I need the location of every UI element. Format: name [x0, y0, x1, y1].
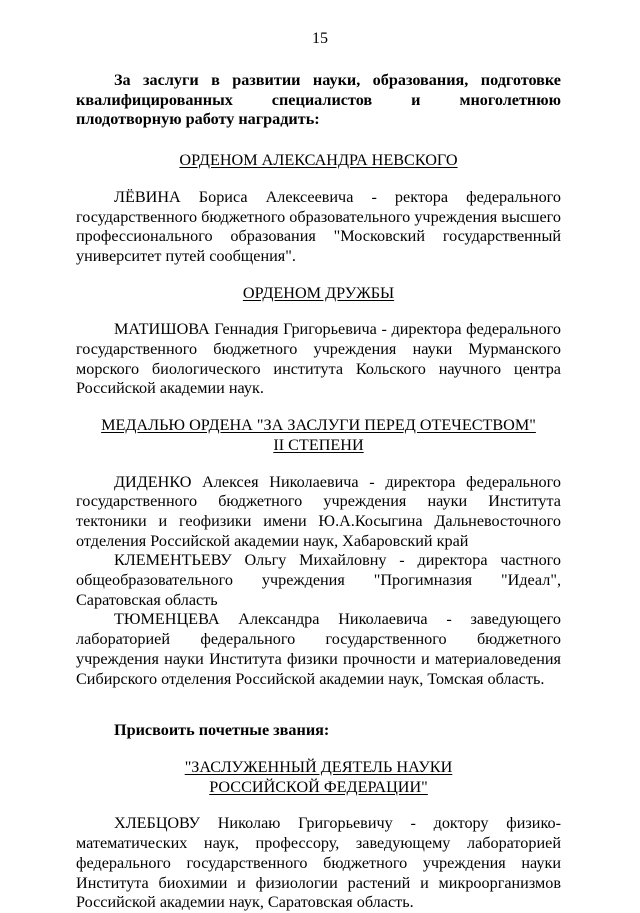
intro-paragraph: За заслуги в развитии науки, образования, подготовке квалифицированных специалистов и многолетнюю плодотворную работу наградить:	[76, 71, 561, 129]
award-heading: ОРДЕНОМ АЛЕКСАНДРА НЕВСКОГО	[179, 151, 458, 170]
honorary-heading-line-1: "ЗАСЛУЖЕННЫЙ ДЕЯТЕЛЬ НАУКИ	[184, 757, 453, 776]
award-section-friendship	[76, 284, 561, 400]
award-entry: МАТИШОВА Геннадия Григорьевича - директора федерального государственного бюджетного учреждения науки Мурманского морского биологического института Кольского научного центра Российской академии наук.	[76, 320, 561, 398]
award-heading-line-1: МЕДАЛЬЮ ОРДЕНА "ЗА ЗАСЛУГИ ПЕРЕД ОТЕЧЕСТВОМ"	[101, 416, 536, 435]
award-entry: КЛЕМЕНТЬЕВУ Ольгу Михайловну - директора частного общеобразовательного учреждения "Прогимназия "Идеал", Саратовская область	[76, 551, 561, 609]
document-body	[76, 71, 561, 913]
award-heading: ОРДЕНОМ ДРУЖБЫ	[242, 283, 395, 302]
award-section-nevsky	[76, 151, 561, 267]
award-heading-line-2: II СТЕПЕНИ	[273, 435, 364, 454]
honorary-title: Присвоить почетные звания:	[114, 721, 330, 740]
honorary-titles-section	[76, 721, 561, 913]
honorary-entry: ХЛЕБЦОВУ Николаю Григорьевичу - доктору физико-математических наук, профессору, заведующему лабораторией федерального государственного бюджетного учреждения науки Института биохимии и физиологии растений и микроорганизмов Российской академии наук, Саратовская область.	[76, 814, 561, 912]
honorary-heading-line-2: РОССИЙСКОЙ ФЕДЕРАЦИИ"	[209, 777, 428, 796]
award-entry: ЛЁВИНА Бориса Алексеевича - ректора федерального государственного бюджетного образовательного учреждения высшего профессионального образования "Московский государственный университет путей сообщения".	[76, 187, 561, 265]
page-number: 15	[312, 30, 328, 47]
award-section-medal	[76, 416, 561, 689]
award-entry: ТЮМЕНЦЕВА Александра Николаевича - заведующего лабораторией федерального государственного бюджетного учреждения науки Института физики прочности и материаловедения Сибирского отделения Российской академии наук, Томская область.	[76, 610, 561, 688]
award-entry: ДИДЕНКО Алексея Николаевича - директора федерального государственного бюджетного учреждения науки Института тектоники и геофизики имени Ю.А.Косыгина Дальневосточного отделения Российской академии наук, Хабаровский край	[76, 472, 561, 550]
